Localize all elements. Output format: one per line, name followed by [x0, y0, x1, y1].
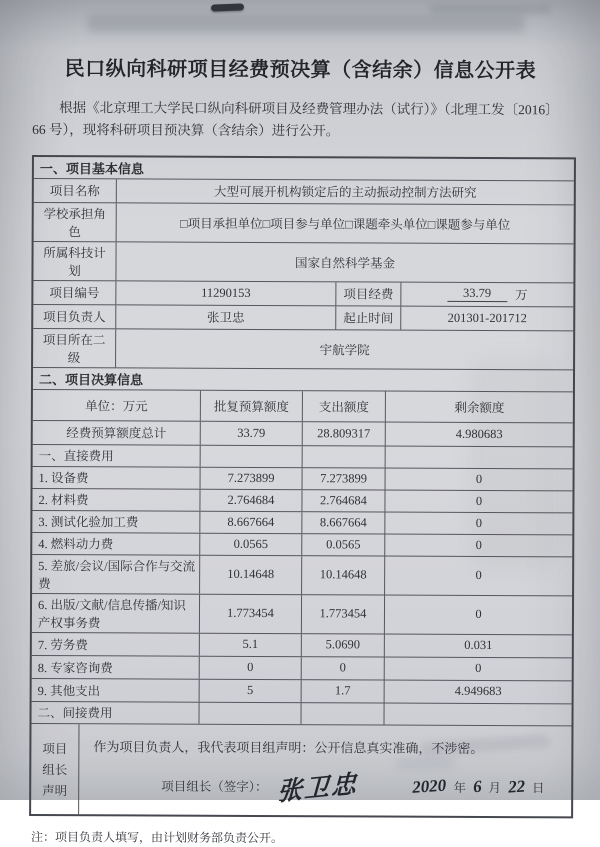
row-label: 6. 出版/文献/信息传播/知识产权事务费 [32, 594, 200, 633]
budget-cell: 10.14648 [200, 555, 302, 593]
project-leader-label: 项目负责人 [33, 305, 116, 328]
remain-cell: 0 [475, 606, 482, 622]
day-value: 22 [507, 776, 526, 797]
budget-cell: 1.773454 [200, 594, 302, 632]
science-plan-label: 所属科技计划 [33, 242, 116, 280]
row-label: 3. 测试化验加工费 [32, 511, 200, 533]
table-row-testing [32, 511, 572, 535]
month-value: 6 [472, 776, 483, 797]
remain-cell: 0 [475, 471, 483, 486]
budget-cell: 0 [200, 656, 302, 678]
spent-cell: 1.773454 [302, 595, 385, 633]
budget-cell: 33.79 [201, 421, 303, 444]
row-label: 4. 燃料动力费 [32, 533, 200, 555]
science-plan-value: 国家自然科学基金 [294, 255, 396, 271]
col-header-budget: 批复预算额度 [201, 390, 303, 420]
row-label: 8. 专家咨询费 [32, 656, 200, 679]
remain-cell: 0.031 [464, 637, 493, 653]
table-row-direct-costs [33, 445, 573, 469]
row-label: 二、间接费用 [32, 702, 200, 724]
row-label: 2. 材料费 [32, 489, 200, 511]
project-fund-value [401, 282, 573, 306]
side-label-line: 组长 [42, 762, 68, 777]
remain-cell: 0 [475, 537, 482, 552]
spent-cell: 0 [302, 657, 385, 679]
spent-cell: 10.14648 [302, 556, 385, 594]
project-fund-label: 项目经费 [336, 282, 401, 305]
period-value: 201301-201712 [447, 310, 527, 325]
remain-cell [386, 446, 573, 468]
table-row-equipment [33, 467, 573, 491]
fund-amount: 33.79 [447, 286, 507, 302]
row-label: 一、直接费用 [33, 445, 201, 467]
remain-cell: 4.980683 [455, 426, 503, 441]
row-project-leader [33, 305, 573, 331]
remain-cell [384, 703, 571, 725]
department-value: 宇航学院 [319, 342, 370, 358]
spent-cell: 0.0565 [302, 534, 385, 555]
table-row-travel-meeting [32, 555, 572, 596]
row-project-number [33, 281, 573, 307]
table-row-indirect-costs [31, 702, 571, 726]
project-number-label: 项目编号 [33, 281, 116, 304]
school-role-checkboxes: □项目承担单位□项目参与单位□课题牵头单位□课题参与单位 [180, 216, 511, 232]
day-unit: 日 [532, 781, 545, 796]
school-role-label: 学校承担角色 [34, 203, 117, 241]
year-value: 2020 [411, 775, 448, 797]
spent-cell [301, 703, 384, 724]
period-label: 起止时间 [336, 306, 401, 329]
row-department [33, 329, 573, 370]
col-header-unit: 单位：万元 [33, 390, 201, 421]
remain-cell: 0 [475, 567, 482, 583]
spent-cell: 5.0690 [302, 634, 385, 656]
department-label: 项目所在二级 [33, 329, 116, 367]
spent-cell: 8.667664 [302, 512, 385, 533]
project-number-value: 11290153 [116, 281, 336, 305]
remain-cell: 4.949683 [454, 683, 502, 699]
row-label: 1. 设备费 [33, 467, 201, 489]
spent-cell [303, 446, 386, 467]
spent-cell: 2.764684 [302, 490, 385, 511]
declaration-side-label [31, 724, 79, 814]
row-label: 9. 其他支出 [32, 679, 200, 702]
row-science-plan [33, 242, 573, 283]
side-label-line: 项目 [42, 741, 68, 756]
main-table [29, 155, 576, 818]
declaration-statement: 作为项目负责人，我代表项目组声明：公开信息真实准确，不涉密。 [93, 739, 484, 757]
declaration-content [79, 724, 571, 816]
section-header-settlement [33, 368, 573, 392]
project-name-value: 大型可展开机构锁定后的主动振动控制方法研究 [214, 184, 477, 200]
month-unit: 月 [488, 781, 502, 796]
page-title: 民口纵向科研项目经费预决算（含结余）信息公开表 [64, 58, 537, 83]
remain-cell: 0 [475, 660, 482, 676]
year-unit: 年 [453, 780, 467, 795]
signature-handwriting: 张卫忠 [277, 771, 359, 807]
budget-cell: 2.764684 [200, 489, 302, 510]
budget-cell: 7.273899 [201, 467, 303, 488]
section-title: 一、项目基本信息 [39, 160, 144, 177]
spent-cell: 28.809317 [303, 422, 386, 445]
budget-cell [201, 445, 303, 466]
row-label: 5. 差旅/会议/国际合作与交流费 [32, 555, 200, 594]
table-row-fuel-power [32, 533, 572, 557]
row-school-role [34, 203, 574, 244]
footnote: 注：项目负责人填写，由计划财务部负责公开。 [30, 829, 284, 845]
table-row-other-expense [32, 679, 572, 704]
col-header-spent: 支出额度 [303, 391, 386, 421]
spent-cell: 1.7 [302, 680, 385, 702]
spent-cell: 7.273899 [303, 468, 386, 489]
declaration-row [31, 724, 571, 816]
remain-cell: 0 [475, 515, 483, 530]
row-label: 经费预算额度总计 [33, 421, 201, 445]
table-row-materials [32, 489, 572, 513]
settlement-header-row [33, 390, 573, 423]
budget-cell: 5 [200, 679, 302, 701]
remain-cell: 0 [475, 493, 483, 508]
section-header-basic-info [34, 157, 574, 181]
col-header-remain: 剩余额度 [454, 400, 505, 415]
budget-cell: 8.667664 [200, 511, 302, 532]
budget-cell: 0.0565 [200, 533, 302, 554]
row-label: 7. 劳务费 [32, 633, 200, 656]
table-row-total [33, 421, 573, 447]
budget-cell: 5.1 [200, 633, 302, 655]
budget-cell [200, 702, 302, 723]
project-leader-value: 张卫忠 [116, 305, 336, 329]
fund-unit: 万 [515, 288, 528, 303]
project-name-label: 项目名称 [34, 179, 117, 202]
row-project-name [34, 179, 574, 205]
table-row-labor [32, 633, 572, 658]
table-row-publication-ip [32, 594, 572, 635]
date-handwriting [412, 777, 544, 798]
intro-paragraph: 根据《北京理工大学民口纵向科研项目及经费管理办法（试行）》（北理工发〔2016〕66 号），现将科研项目预决算（含结余）进行公开。 [32, 100, 559, 139]
side-label-line: 声明 [42, 783, 68, 798]
sign-label: 项目组长（签字）： [161, 779, 268, 795]
table-row-expert-consult [32, 656, 572, 681]
section-title: 二、项目决算信息 [38, 371, 144, 388]
